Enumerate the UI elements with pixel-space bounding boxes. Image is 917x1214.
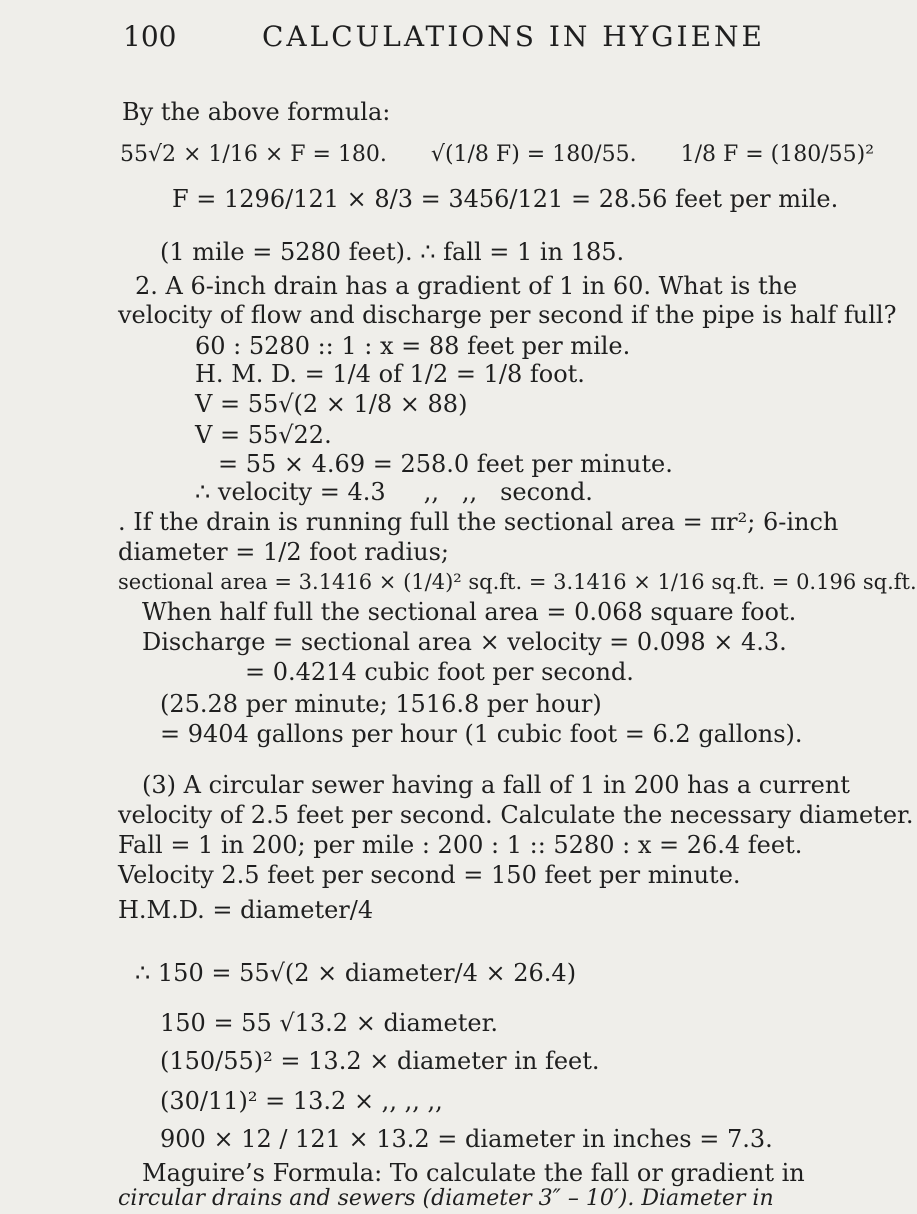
formula-part-c: 1/8 F = (180/55)² xyxy=(680,142,875,167)
problem-3-line-6: ∴ 150 = 55√(2 × diameter/4 × 26.4) xyxy=(135,959,577,987)
problem-2-line-6: V = 55√22. xyxy=(195,421,332,449)
problem-2-line-4: H. M. D. = 1/4 of 1/2 = 1/8 foot. xyxy=(195,360,585,388)
problem-2-line-16: = 9404 gallons per hour (1 cubic foot = 6.2 gallons). xyxy=(160,720,803,748)
problem-3-line-2: velocity of 2.5 feet per second. Calculate the necessary diameter. xyxy=(118,801,914,829)
intro-line: By the above formula: xyxy=(122,98,391,126)
problem-3-line-1: (3) A circular sewer having a fall of 1 in 200 has a current xyxy=(142,771,850,799)
maguire-line-1: Maguire’s Formula: To calculate the fall or gradient in xyxy=(142,1159,805,1187)
formula-part-a: 55√2 × 1/16 × F = 180. xyxy=(120,142,387,167)
problem-2-line-13: Discharge = sectional area × velocity = 0.098 × 4.3. xyxy=(142,628,787,656)
problem-2-line-8: ∴ velocity = 4.3 ,, ,, second. xyxy=(195,478,593,506)
formula-part-b: √(1/8 F) = 180/55. xyxy=(430,142,637,167)
problem-2-line-11: sectional area = 3.1416 × (1/4)² sq.ft. = 3.1416 × 1/16 sq.ft. = 0.196 sq.ft. xyxy=(118,570,917,594)
maguire-line-2: circular drains and sewers (diameter 3″ – 10′). Diameter in xyxy=(118,1186,774,1211)
problem-2-line-1: 2. A 6-inch drain has a gradient of 1 in 60. What is the xyxy=(135,272,798,300)
formula-line-2: F = 1296/121 × 8/3 = 3456/121 = 28.56 feet per mile. xyxy=(172,185,839,213)
problem-2-line-3: 60 : 5280 :: 1 : x = 88 feet per mile. xyxy=(195,332,631,360)
problem-2-line-12: When half full the sectional area = 0.068 square foot. xyxy=(142,598,797,626)
page-number: 100 xyxy=(123,20,177,53)
problem-2-line-10: diameter = 1/2 foot radius; xyxy=(118,538,449,566)
problem-3-line-4: Velocity 2.5 feet per second = 150 feet per minute. xyxy=(118,861,741,889)
problem-3-line-10: 900 × 12 / 121 × 13.2 = diameter in inches = 7.3. xyxy=(160,1125,773,1153)
page-header xyxy=(0,20,800,60)
problem-2-line-14: = 0.4214 cubic foot per second. xyxy=(245,658,634,686)
problem-2-line-7: = 55 × 4.69 = 258.0 feet per minute. xyxy=(218,450,673,478)
problem-2-line-15: (25.28 per minute; 1516.8 per hour) xyxy=(160,690,602,718)
problem-2-line-9: . If the drain is running full the sectional area = πr²; 6-inch xyxy=(118,508,839,536)
formula-line-1 xyxy=(120,140,874,170)
problem-3-line-3: Fall = 1 in 200; per mile : 200 : 1 :: 5280 : x = 26.4 feet. xyxy=(118,831,803,859)
running-title: CALCULATIONS IN HYGIENE xyxy=(262,20,765,53)
problem-3-line-8: (150/55)² = 13.2 × diameter in feet. xyxy=(160,1047,600,1075)
formula-line-3: (1 mile = 5280 feet). ∴ fall = 1 in 185. xyxy=(160,238,625,266)
problem-3-line-9: (30/11)² = 13.2 × ,, ,, ,, xyxy=(160,1087,443,1115)
problem-2-line-2: velocity of flow and discharge per second if the pipe is half full? xyxy=(118,301,897,329)
problem-2-line-5: V = 55√(2 × 1/8 × 88) xyxy=(195,390,468,418)
problem-3-line-7: 150 = 55 √13.2 × diameter. xyxy=(160,1009,499,1037)
problem-3-line-5: H.M.D. = diameter/4 xyxy=(118,896,374,924)
